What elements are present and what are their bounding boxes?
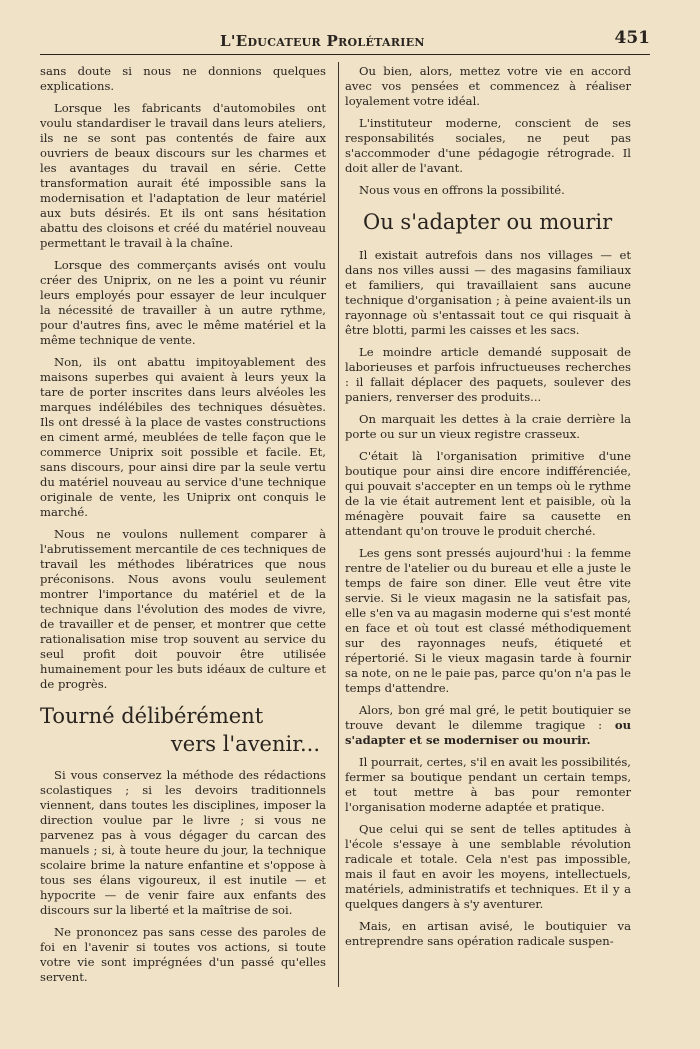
paragraph: Que celui qui se sent de telles aptitudes à l'école s'essaye à une semblable révolution radicale et totale. Cela n'est pas impossible, mais il faut en avoir les moyens, intellectuels, matériels, administratifs et techniques. Et il y a quelques dangers à s'y aventurer. xyxy=(345,822,631,911)
section-heading-line1: Tourné délibérément xyxy=(40,704,264,728)
paragraph xyxy=(345,703,631,748)
right-column xyxy=(345,64,631,956)
paragraph: On marquait les dettes à la craie derrière la porte ou sur un vieux registre crasseux. xyxy=(345,412,631,441)
paragraph: Non, ils ont abattu impitoyablement des maisons superbes qui avaient à leurs yeux la tare de porter inscrites dans leurs alvéoles les marques indélébiles des techniques désuètes. Ils ont dressé à la place de vastes constructions en ciment armé, meublées de telle façon que le commerce Uniprix soit possible et facile. Et, sans discours, pour ainsi dire par la seule vertu du matériel nouveau au service d'une technique originale de vente, les Uniprix ont conquis le marché. xyxy=(40,355,326,519)
column-divider xyxy=(338,62,339,987)
paragraph: Si vous conservez la méthode des rédactions scolastiques ; si les devoirs traditionnels viennent, dans toutes les disciplines, imposer la direction voulue par le livre ; si vous ne parvenez pas à vous dégager du carcan des manuels ; si, à toute heure du jour, la technique scolaire brime la nature enfantine et s'oppose à tous ses élans vigoureux, il est inutile — et hypocrite — de venir faire aux enfants des discours sur la liberté et la maîtrise de soi. xyxy=(40,768,326,917)
paragraph: Ne prononcez pas sans cesse des paroles de foi en l'avenir si toutes vos actions, si toute votre vie sont imprégnées d'un passé qu'elles servent. xyxy=(40,925,326,984)
paragraph: Il existait autrefois dans nos villages — et dans nos villes aussi — des magasins familiaux et familiers, qui travaillaient sans aucune technique d'organisation ; à peine avaient-ils un rayonnage où s'entassait tout ce qui risquait à être blotti, parmi les caisses et les sacs. xyxy=(345,248,631,337)
paragraph: Ou bien, alors, mettez votre vie en accord avec vos pensées et commencez à réaliser loyalement votre idéal. xyxy=(345,64,631,108)
paragraph: L'instituteur moderne, conscient de ses responsabilités sociales, ne peut pas s'accommoder d'une pédagogie rétrograde. Il doit aller de l'avant. xyxy=(345,116,631,175)
paragraph: C'était là l'organisation primitive d'une boutique pour ainsi dire encore indifférenciée, qui pouvait s'accepter en un temps où le rythme de la vie était autrement lent et paisible, où la ménagère pouvait faire sa causette en attendant qu'on trouve le produit cherché. xyxy=(345,449,631,538)
paragraph: sans doute si nous ne donnions quelques explications. xyxy=(40,64,326,93)
running-title: L'Educateur Prolétarien xyxy=(220,32,425,50)
left-column xyxy=(40,64,326,992)
paragraph: Mais, en artisan avisé, le boutiquier va entreprendre sans opération radicale suspen- xyxy=(345,919,631,948)
header-rule xyxy=(40,54,650,55)
paragraph: Nous ne voulons nullement comparer à l'abrutissement mercantile de ces techniques de travail les méthodes libératrices que nous préconisons. Nous avons voulu seulement montrer l'importance du matériel et de la technique dans l'évolution des modes de vivre, de travailler et de penser, et montrer que cette rationalisation mise trop souvent au service du seul profit doit pouvoir être utilisée humainement pour les buts idéaux de culture et de progrès. xyxy=(40,527,326,691)
emphasis-text: ou s'adapter et se moderniser ou mourir. xyxy=(345,718,632,747)
paragraph: Il pourrait, certes, s'il en avait les possibilités, fermer sa boutique pendant un certain temps, et tout mettre à bas pour remonter l'organisation moderne adaptée et pratique. xyxy=(345,755,631,814)
section-heading: Ou s'adapter ou mourir xyxy=(363,210,613,234)
page-header xyxy=(40,28,650,54)
paragraph: Nous vous en offrons la possibilité. xyxy=(359,183,565,197)
paragraph: Lorsque les fabricants d'automobiles ont voulu standardiser le travail dans leurs ateliers, ils ne se sont pas contentés de faire aux ouvriers de beaux discours sur les charmes et les avantages du travail en série. Cette transformation aurait été impossible sans la modernisation et l'adaptation de leur matériel aux buts désirés. Et ils ont sans hésitation abattu des cloisons et créé du matériel nouveau permettant le travail à la chaîne. xyxy=(40,101,326,250)
paragraph-text: Alors, bon gré mal gré, le petit boutiquier se trouve devant le dilemme tragique : xyxy=(345,703,631,732)
page-number: 451 xyxy=(614,28,650,48)
section-heading-line2: vers l'avenir... xyxy=(170,732,320,756)
paragraph: Le moindre article demandé supposait de laborieuses et parfois infructueuses recherches : il fallait déplacer des paquets, soulever des paniers, renverser des produits... xyxy=(345,345,631,404)
paragraph: Lorsque des commerçants avisés ont voulu créer des Uniprix, on ne les a point vu réunir leurs employés pour essayer de leur inculquer la nécessité de travailler à un autre rythme, pour d'autres fins, avec le même matériel et la même technique de vente. xyxy=(40,258,326,347)
paragraph: Les gens sont pressés aujourd'hui : la femme rentre de l'atelier ou du bureau et elle a juste le temps de faire son diner. Elle veut être vite servie. Si le vieux magasin ne la satisfait pas, elle s'en va au magasin moderne qui s'est monté en face et où tout est classé méthodiquement sur des rayonnages neufs, étiqueté et répertorié. Si le vieux magasin tarde à fournir sa note, on ne le paie pas, parce qu'on n'a pas le temps d'attendre. xyxy=(345,546,631,695)
